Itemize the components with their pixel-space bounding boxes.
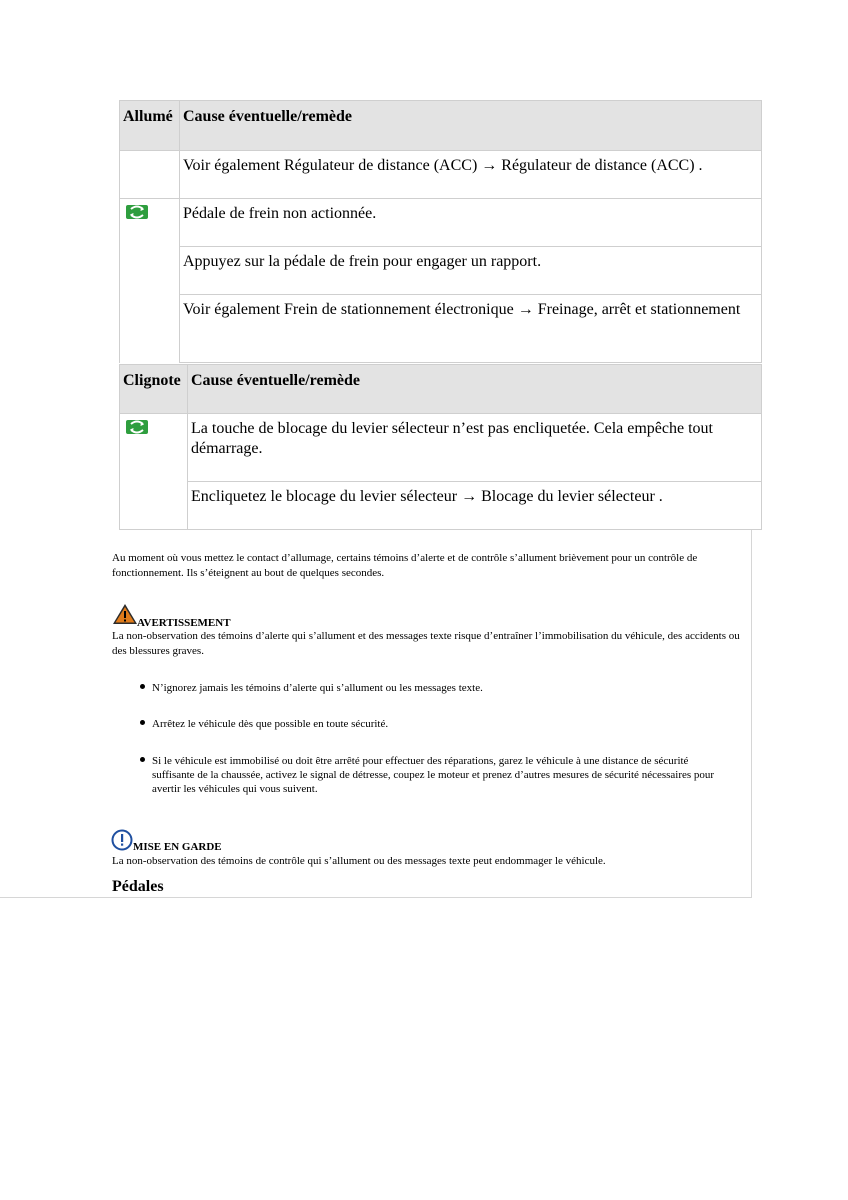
table-allume [119,100,762,363]
warning-text: La non-observation des témoins d’alerte qui s’allument et des messages texte risque d’entraîner l’immobilisation du véhicule, des accidents ou des blessures graves. [112,630,740,657]
page-border-right [751,530,752,898]
warning-title: AVERTISSEMENT [137,617,231,629]
list-item: Si le véhicule est immobilisé ou doit être arrêté pour effectuer des réparations, garez le véhicule à une distance de sécurité suffisante de la chaussée, activez le signal de détresse, coupez le moteur et prenez d’autres mesures de sécurité nécessaires pour avertir les véhicules qui vous suivent. [112,754,722,796]
bullet-dot [140,684,145,689]
table-clignote [119,364,762,530]
table-cell-empty [120,151,180,199]
exclamation-circle-icon [111,829,133,856]
table-cell-icon [120,199,180,363]
table-cell-text: La touche de blocage du levier sélecteur n’est pas encliquetée. Cela empêche tout démarrage. [188,414,762,482]
warning-triangle-icon [112,603,138,630]
table-cell-text: Voir également Régulateur de distance (ACC) → Régulateur de distance (ACC) . [180,151,762,199]
page-border-bottom [0,897,752,898]
bullet-dot [140,757,145,762]
gear-indicator-icon [126,205,148,219]
table-cell-text: Appuyez sur la pédale de frein pour engager un rapport. [180,247,762,295]
table-cell-text: Voir également Frein de stationnement électronique → Freinage, arrêt et stationnement [180,295,762,363]
section-heading: Pédales [112,878,164,895]
table-cell-icon [120,414,188,530]
gear-indicator-icon [126,420,148,434]
notice-title: MISE EN GARDE [133,841,222,853]
table-header-state: Allumé [120,101,180,151]
notice-text: La non-observation des témoins de contrôle qui s’allument ou des messages texte peut endommager le véhicule. [112,855,606,867]
intro-paragraph: Au moment où vous mettez le contact d’allumage, certains témoins d’alerte et de contrôle s’allument brièvement pour un contrôle de fonctionnement. Ils s’éteignent au bout de quelques secondes. [112,552,698,579]
table-cell-text: Encliquetez le blocage du levier sélecteur → Blocage du levier sélecteur . [188,482,762,530]
table-header-cause: Cause éventuelle/remède [188,365,762,414]
bullet-dot [140,720,145,725]
table-cell-text: Pédale de frein non actionnée. [180,199,762,247]
list-item: Arrêtez le véhicule dès que possible en toute sécurité. [112,717,722,731]
table-header-state: Clignote [120,365,188,414]
table-header-cause: Cause éventuelle/remède [180,101,762,151]
list-item: N’ignorez jamais les témoins d’alerte qui s’allument ou les messages texte. [112,681,722,695]
